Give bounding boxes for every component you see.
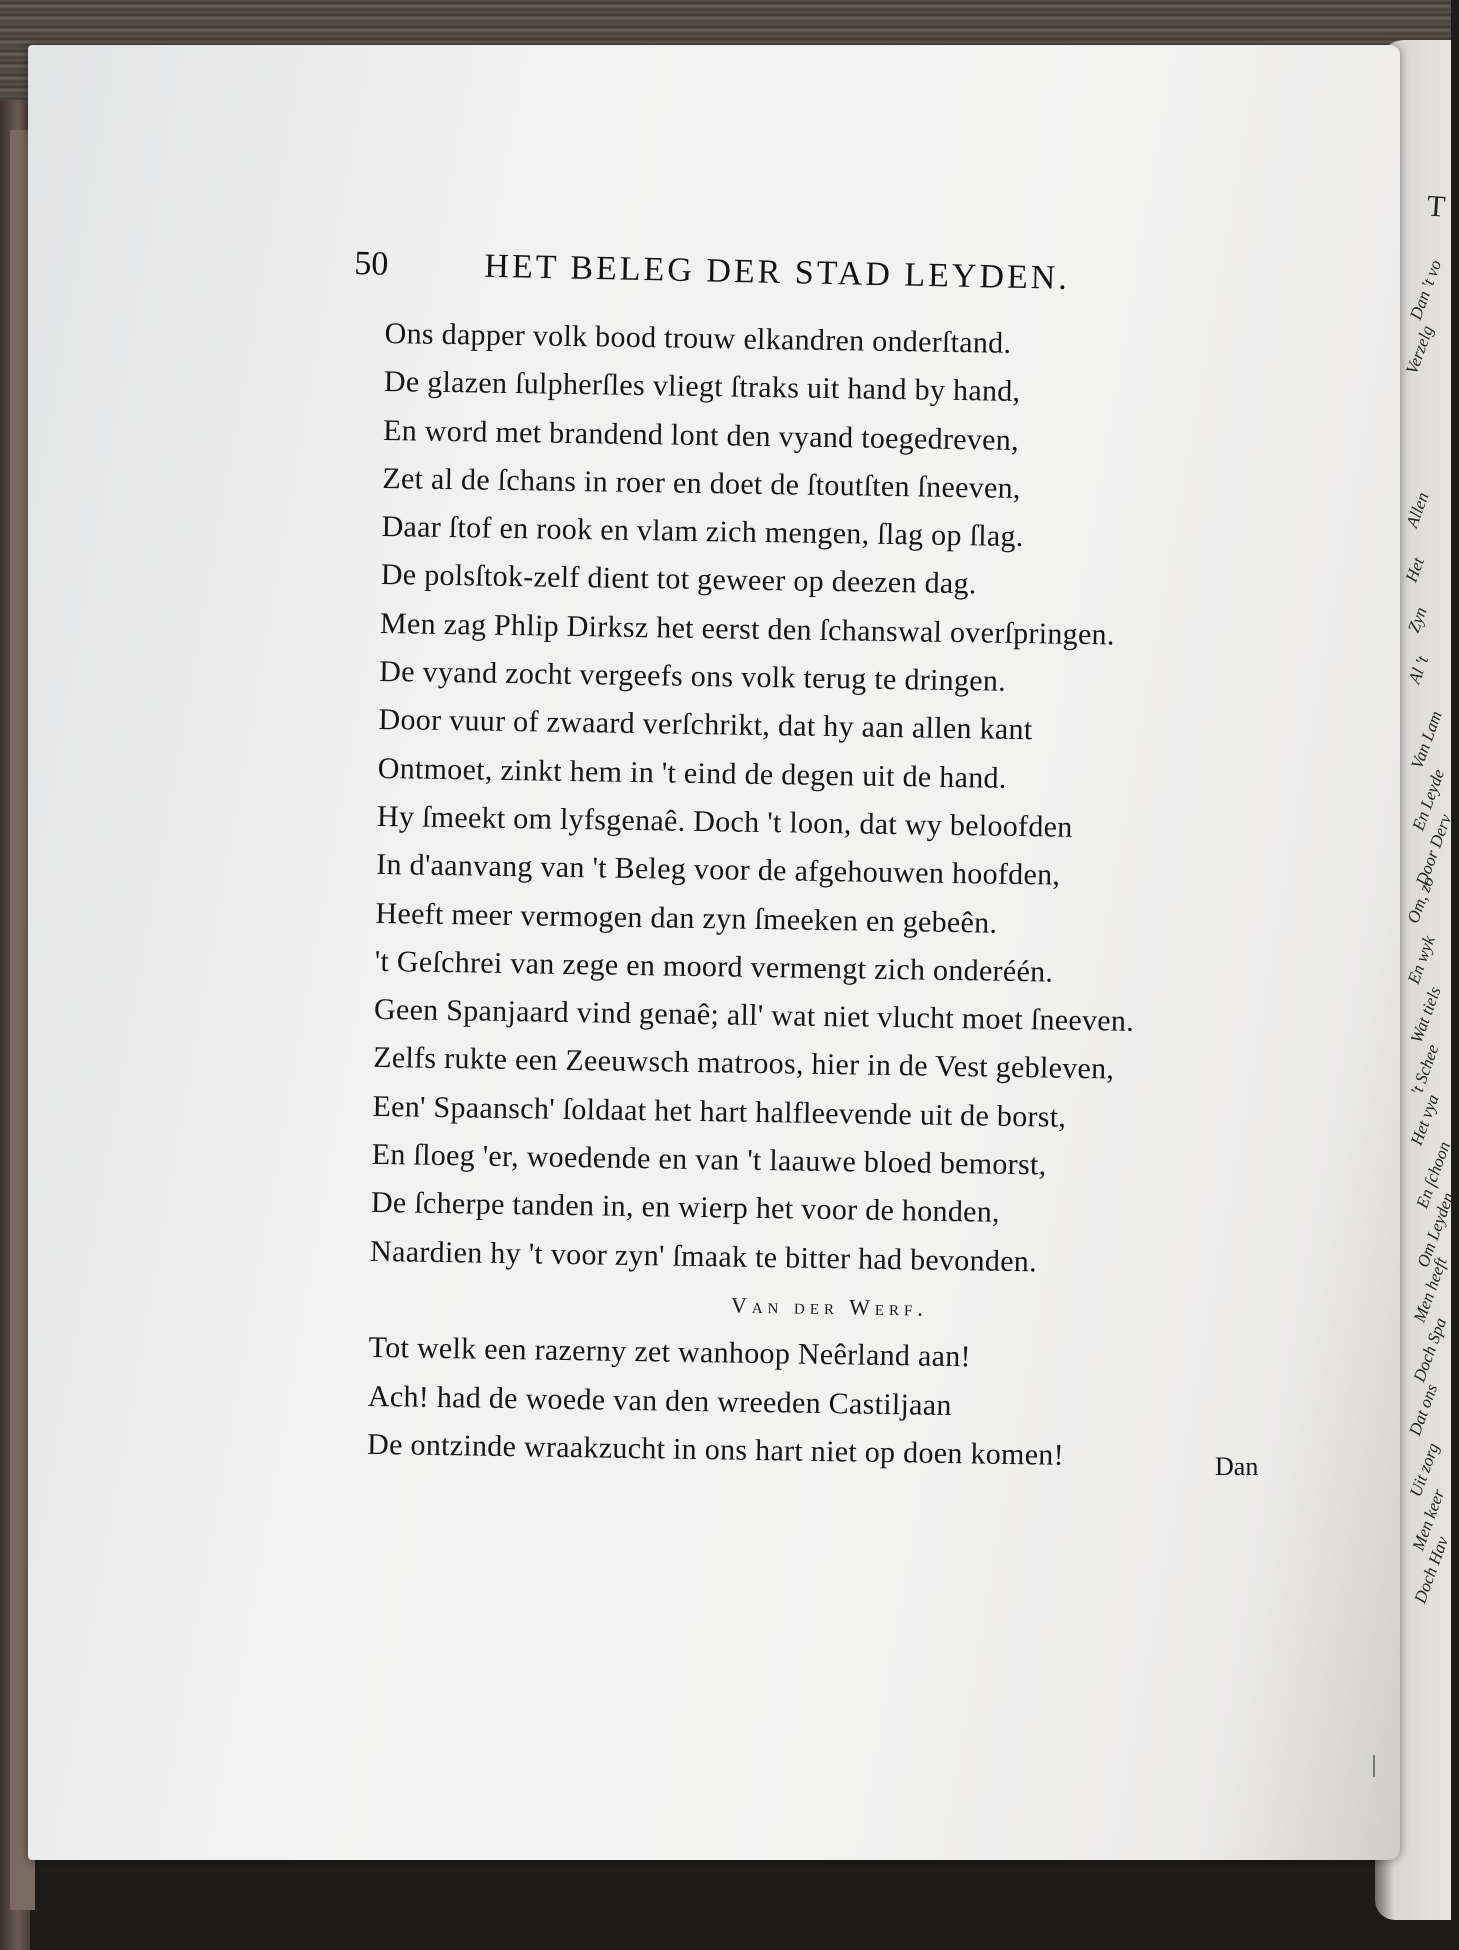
verse-line: Ons dapper volk bood trouw elkandren onderſtand. — [384, 316, 1012, 360]
verse-line: Ontmoet, zinkt hem in 't eind de degen uit de hand. — [377, 751, 1007, 795]
verse-line: Hy ſmeekt om lyfsgenaê. Doch 't loon, dat wy beloofden — [376, 799, 1073, 844]
facing-page-text: Men keer — [1408, 1486, 1449, 1554]
facing-page-text: Verzelg — [1402, 323, 1438, 377]
facing-page-text: Al 't — [1404, 653, 1433, 687]
poem-text-block — [367, 310, 1285, 1483]
facing-page-text: 't Schee — [1406, 1042, 1443, 1098]
verse-line: En word met brandend lont den vyand toegedreven, — [382, 413, 1020, 457]
page-number: 50 — [354, 244, 389, 283]
verse-line: In d'aanvang van 't Beleg voor de afgehouwen hoofden, — [376, 848, 1061, 892]
facing-page-text: Wat tiels — [1406, 984, 1445, 1046]
facing-page-text: Dan 't vo — [1406, 257, 1446, 323]
facing-page-text: Van Lam — [1407, 708, 1446, 772]
verse-line: Naardien hy 't voor zyn' ſmaak te bitter had bevonden. — [369, 1234, 1038, 1278]
facing-page-text: Men heeft — [1409, 1254, 1451, 1325]
verse-line: Men zag Phlip Dirksz het eerst den ſchanswal overſpringen. — [379, 606, 1115, 652]
verse-line: Geen Spanjaard vind genaê; all' wat niet vlucht moet ſneeven. — [373, 993, 1135, 1039]
verse-line: Zelfs rukte een Zeeuwsch matroos, hier in de Vest gebleven, — [372, 1041, 1115, 1086]
verse-line: De ſcherpe tanden in, en wierp het voor de honden, — [370, 1186, 1001, 1230]
facing-page-text: En wyk — [1403, 933, 1439, 987]
page-edge-mark — [1373, 1755, 1375, 1777]
facing-page-text: Om Leyden — [1413, 1189, 1458, 1270]
facing-page-text: Zyn — [1403, 604, 1431, 636]
verse-line: Heeft meer vermogen dan zyn ſmeeken en gebeên. — [375, 896, 998, 940]
facing-page-text: Uit zorg — [1405, 1440, 1443, 1500]
verse-line: De polsſtok-zelf dient tot geweer op deezen dag. — [380, 558, 977, 601]
speaker-heading: Van der Werf. — [730, 1292, 929, 1321]
verse-line: De ontzinde wraakzucht in ons hart niet op doen komen! — [366, 1427, 1065, 1472]
facing-page-text: Dat ons — [1405, 1381, 1442, 1439]
verse-line: En ſloeg 'er, woedende en van 't laauwe bloed bemorst, — [371, 1137, 1047, 1182]
running-title: HET BELEG DER STAD LEYDEN. — [483, 247, 1071, 297]
facing-page-text: Het — [1401, 555, 1428, 585]
catchword: Dan — [1215, 1452, 1259, 1481]
verse-line: Tot welk een razerny zet wanhoop Neêrland aan! — [368, 1331, 972, 1374]
verse-line: Door vuur of zwaard verſchrikt, dat hy aan allen kant — [378, 703, 1033, 747]
verse-line: Daar ſtof en rook en vlam zich mengen, ſlag op ſlag. — [381, 510, 1024, 554]
facing-page-text: Om, zo — [1403, 873, 1438, 926]
verse-line: Ach! had de woede van den wreeden Castiljaan — [367, 1379, 952, 1422]
verse-line: De vyand zocht vergeefs ons volk terug te dringen. — [379, 655, 1007, 698]
facing-page-text: Allen — [1402, 489, 1433, 530]
facing-page-text: Het vya — [1406, 1091, 1443, 1148]
facing-page-text: Doch Hav — [1410, 1533, 1453, 1606]
verse-line: Een' Spaansch' ſoldaat het hart halfleevende uit de borst, — [372, 1089, 1067, 1134]
facing-page-text: Door Derv — [1411, 811, 1456, 888]
facing-page-text: Doch Spa — [1409, 1315, 1451, 1385]
verse-line: Zet al de ſchans in roer en doet de ſtoutſten ſneeven, — [382, 461, 1022, 505]
facing-page-text: En Leyde — [1408, 766, 1449, 834]
verse-line: 't Geſchrei van zege en moord vermengt zich onderéén. — [374, 944, 1054, 989]
facing-page-text: En ſchoon — [1412, 1138, 1455, 1211]
verse-line: De glazen ſulpherſles vliegt ſtraks uit hand by hand, — [383, 365, 1021, 409]
facing-page-text: T — [1425, 189, 1447, 224]
